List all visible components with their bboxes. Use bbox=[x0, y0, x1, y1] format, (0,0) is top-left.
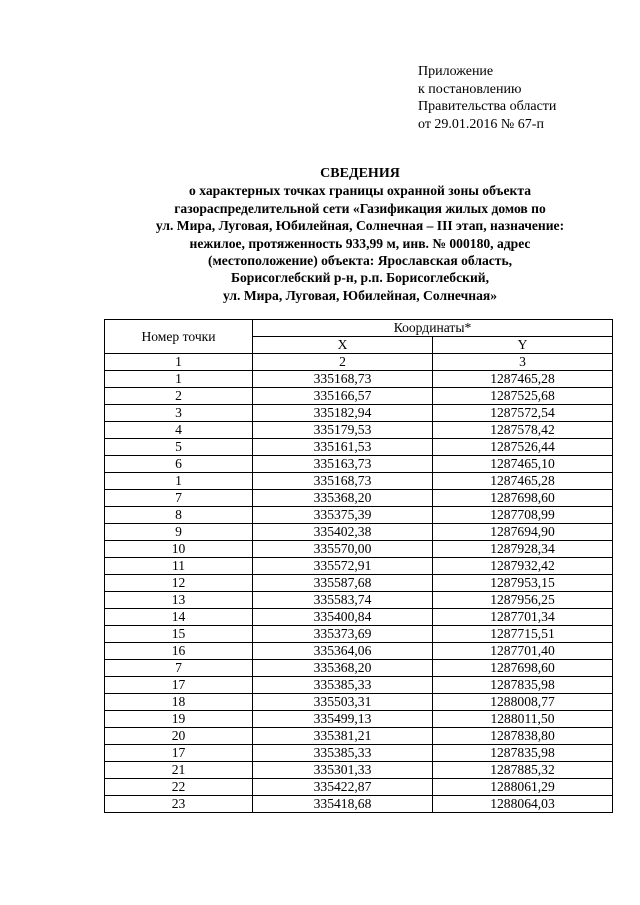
x-coordinate-cell: 335418,68 bbox=[253, 796, 433, 813]
point-number-cell: 1 bbox=[105, 371, 253, 388]
y-coordinate-cell: 1287932,42 bbox=[433, 558, 613, 575]
y-coordinate-cell: 1287465,10 bbox=[433, 456, 613, 473]
header-point-number: Номер точки bbox=[105, 320, 253, 354]
point-number-cell: 14 bbox=[105, 609, 253, 626]
point-number-cell: 16 bbox=[105, 643, 253, 660]
table-row bbox=[105, 405, 613, 422]
x-coordinate-cell: 335182,94 bbox=[253, 405, 433, 422]
point-number-cell: 6 bbox=[105, 456, 253, 473]
table-row bbox=[105, 371, 613, 388]
table-row bbox=[105, 456, 613, 473]
table-row bbox=[105, 541, 613, 558]
table-row bbox=[105, 592, 613, 609]
table-row bbox=[105, 660, 613, 677]
table-row bbox=[105, 677, 613, 694]
x-coordinate-cell: 335161,53 bbox=[253, 439, 433, 456]
x-coordinate-cell: 335381,21 bbox=[253, 728, 433, 745]
table-row bbox=[105, 558, 613, 575]
point-number-cell: 17 bbox=[105, 745, 253, 762]
x-coordinate-cell: 335402,38 bbox=[253, 524, 433, 541]
y-coordinate-cell: 1287956,25 bbox=[433, 592, 613, 609]
table-row bbox=[105, 507, 613, 524]
point-number-cell: 12 bbox=[105, 575, 253, 592]
table-row bbox=[105, 575, 613, 592]
point-number-cell: 18 bbox=[105, 694, 253, 711]
point-number-cell: 7 bbox=[105, 660, 253, 677]
y-coordinate-cell: 1287701,34 bbox=[433, 609, 613, 626]
point-number-cell: 1 bbox=[105, 473, 253, 490]
x-coordinate-cell: 335587,68 bbox=[253, 575, 433, 592]
table-row bbox=[105, 745, 613, 762]
table-row bbox=[105, 626, 613, 643]
y-coordinate-cell: 1288011,50 bbox=[433, 711, 613, 728]
x-coordinate-cell: 335368,20 bbox=[253, 490, 433, 507]
title-line: о характерных точках границы охранной зоны объекта bbox=[189, 183, 531, 199]
table-row bbox=[105, 643, 613, 660]
point-number-cell: 20 bbox=[105, 728, 253, 745]
y-coordinate-cell: 1287465,28 bbox=[433, 371, 613, 388]
x-coordinate-cell: 335368,20 bbox=[253, 660, 433, 677]
appendix-line: Правительства области bbox=[418, 99, 557, 114]
y-coordinate-cell: 1287708,99 bbox=[433, 507, 613, 524]
y-coordinate-cell: 1288061,29 bbox=[433, 779, 613, 796]
y-coordinate-cell: 1287694,90 bbox=[433, 524, 613, 541]
title-line: нежилое, протяженность 933,99 м, инв. № 000180, адрес bbox=[189, 235, 531, 251]
point-number-cell: 15 bbox=[105, 626, 253, 643]
x-coordinate-cell: 335499,13 bbox=[253, 711, 433, 728]
x-coordinate-cell: 335364,06 bbox=[253, 643, 433, 660]
point-number-cell: 3 bbox=[105, 405, 253, 422]
table-row bbox=[105, 439, 613, 456]
x-coordinate-cell: 335301,33 bbox=[253, 762, 433, 779]
table-row bbox=[105, 388, 613, 405]
appendix-date-line: от 29.01.2016 № 67-п bbox=[418, 116, 544, 132]
point-number-cell: 9 bbox=[105, 524, 253, 541]
point-number-cell: 22 bbox=[105, 779, 253, 796]
table-row bbox=[105, 490, 613, 507]
point-number-cell: 11 bbox=[105, 558, 253, 575]
point-number-cell: 23 bbox=[105, 796, 253, 813]
x-coordinate-cell: 335422,87 bbox=[253, 779, 433, 796]
y-coordinate-cell: 1287572,54 bbox=[433, 405, 613, 422]
header-y: Y bbox=[433, 337, 613, 354]
index-cell: 1 bbox=[105, 354, 253, 371]
x-coordinate-cell: 335400,84 bbox=[253, 609, 433, 626]
x-coordinate-cell: 335583,74 bbox=[253, 592, 433, 609]
table-header-row bbox=[105, 320, 613, 337]
y-coordinate-cell: 1287698,60 bbox=[433, 660, 613, 677]
y-coordinate-cell: 1287715,51 bbox=[433, 626, 613, 643]
x-coordinate-cell: 335166,57 bbox=[253, 388, 433, 405]
x-coordinate-cell: 335168,73 bbox=[253, 473, 433, 490]
point-number-cell: 8 bbox=[105, 507, 253, 524]
y-coordinate-cell: 1288008,77 bbox=[433, 694, 613, 711]
x-coordinate-cell: 335375,39 bbox=[253, 507, 433, 524]
point-number-cell: 21 bbox=[105, 762, 253, 779]
y-coordinate-cell: 1287953,15 bbox=[433, 575, 613, 592]
y-coordinate-cell: 1287526,44 bbox=[433, 439, 613, 456]
point-number-cell: 5 bbox=[105, 439, 253, 456]
title-line: Борисоглебский р-н, р.п. Борисоглебский, bbox=[230, 270, 490, 286]
y-coordinate-cell: 1287578,42 bbox=[433, 422, 613, 439]
x-coordinate-cell: 335373,69 bbox=[253, 626, 433, 643]
table-index-row bbox=[105, 354, 613, 371]
appendix-line: к постановлению bbox=[418, 81, 522, 97]
point-number-cell: 10 bbox=[105, 541, 253, 558]
table-row bbox=[105, 473, 613, 490]
point-number-cell: 2 bbox=[105, 388, 253, 405]
point-number-cell: 4 bbox=[105, 422, 253, 439]
x-coordinate-cell: 335385,33 bbox=[253, 677, 433, 694]
coordinates-table bbox=[104, 319, 613, 813]
title-line: ул. Мира, Луговая, Юбилейная, Солнечная» bbox=[222, 287, 498, 303]
table-row bbox=[105, 779, 613, 796]
x-coordinate-cell: 335572,91 bbox=[253, 558, 433, 575]
title-line: ул. Мира, Луговая, Юбилейная, Солнечная – III этап, назначение: bbox=[155, 218, 565, 234]
index-cell: 2 bbox=[253, 354, 433, 371]
y-coordinate-cell: 1287835,98 bbox=[433, 745, 613, 762]
title-heading: СВЕДЕНИЯ bbox=[320, 166, 400, 181]
y-coordinate-cell: 1287701,40 bbox=[433, 643, 613, 660]
document-title bbox=[60, 165, 640, 304]
title-line: газораспределительной сети «Газификация жилых домов по bbox=[174, 200, 546, 216]
table-row bbox=[105, 711, 613, 728]
point-number-cell: 7 bbox=[105, 490, 253, 507]
table-row bbox=[105, 422, 613, 439]
point-number-cell: 13 bbox=[105, 592, 253, 609]
title-line: (местоположение) объекта: Ярославская область, bbox=[207, 253, 513, 269]
table-row bbox=[105, 609, 613, 626]
x-coordinate-cell: 335163,73 bbox=[253, 456, 433, 473]
y-coordinate-cell: 1287835,98 bbox=[433, 677, 613, 694]
table-row bbox=[105, 762, 613, 779]
table-row bbox=[105, 796, 613, 813]
index-cell: 3 bbox=[433, 354, 613, 371]
y-coordinate-cell: 1287885,32 bbox=[433, 762, 613, 779]
y-coordinate-cell: 1287838,80 bbox=[433, 728, 613, 745]
y-coordinate-cell: 1287928,34 bbox=[433, 541, 613, 558]
header-x: X bbox=[253, 337, 433, 354]
appendix-block bbox=[418, 63, 556, 133]
x-coordinate-cell: 335503,31 bbox=[253, 694, 433, 711]
appendix-line: Приложение bbox=[418, 64, 494, 79]
x-coordinate-cell: 335168,73 bbox=[253, 371, 433, 388]
table-row bbox=[105, 694, 613, 711]
x-coordinate-cell: 335179,53 bbox=[253, 422, 433, 439]
y-coordinate-cell: 1287465,28 bbox=[433, 473, 613, 490]
header-coordinates: Координаты* bbox=[253, 320, 613, 337]
point-number-cell: 19 bbox=[105, 711, 253, 728]
table-row bbox=[105, 728, 613, 745]
y-coordinate-cell: 1288064,03 bbox=[433, 796, 613, 813]
y-coordinate-cell: 1287698,60 bbox=[433, 490, 613, 507]
point-number-cell: 17 bbox=[105, 677, 253, 694]
x-coordinate-cell: 335385,33 bbox=[253, 745, 433, 762]
x-coordinate-cell: 335570,00 bbox=[253, 541, 433, 558]
table-row bbox=[105, 524, 613, 541]
y-coordinate-cell: 1287525,68 bbox=[433, 388, 613, 405]
